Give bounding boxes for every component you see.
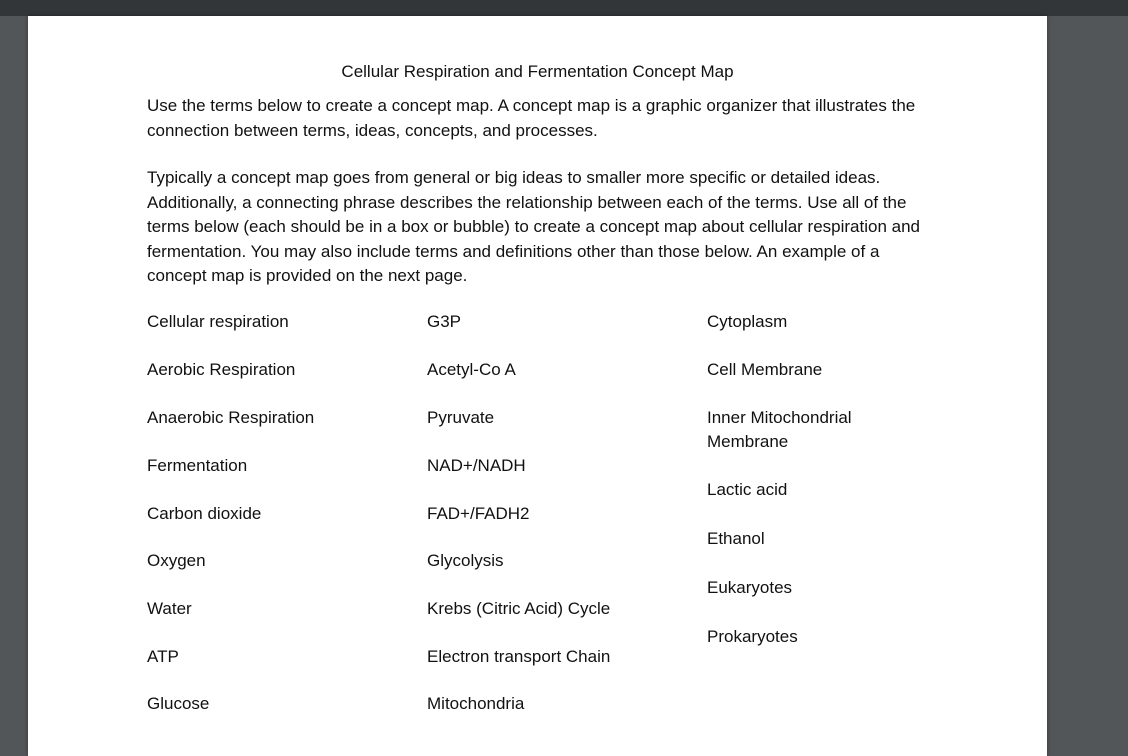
viewer-toolbar [0,0,1128,16]
term-mitochondria: Mitochondria [427,694,525,713]
intro-paragraph: Use the terms below to create a concept map. A concept map is a graphic organizer that illustrates the connection between terms, ideas, concepts, and processes. [147,96,916,140]
document-page [28,16,1047,756]
term-fermentation: Fermentation [147,456,248,475]
term-fad-fadh2: FAD+/FADH2 [427,504,530,523]
term-inner-mitochondrial-membrane-line2: Membrane [707,432,789,451]
term-inner-mitochondrial: Inner Mitochondrial [707,408,852,427]
term-glucose: Glucose [147,694,210,713]
page-title: Cellular Respiration and Fermentation Concept Map [341,62,734,81]
term-carbon-dioxide: Carbon dioxide [147,504,262,523]
term-acetyl-coa: Acetyl-Co A [427,360,516,379]
term-glycolysis: Glycolysis [427,551,504,570]
term-oxygen: Oxygen [147,551,206,570]
term-cytoplasm: Cytoplasm [707,312,788,331]
term-aerobic-respiration: Aerobic Respiration [147,360,296,379]
term-lactic-acid: Lactic acid [707,480,788,499]
term-atp: ATP [147,647,179,666]
term-electron-transport-chain: Electron transport Chain [427,647,611,666]
term-water: Water [147,599,192,618]
term-nad-nadh: NAD+/NADH [427,456,526,475]
term-cellular-respiration: Cellular respiration [147,312,289,331]
term-ethanol: Ethanol [707,529,765,548]
term-krebs-cycle: Krebs (Citric Acid) Cycle [427,599,611,618]
term-prokaryotes: Prokaryotes [707,627,798,646]
term-pyruvate: Pyruvate [427,408,495,427]
instructions-paragraph: Typically a concept map goes from general or big ideas to smaller more specific or detailed ideas. Additionally, a connecting phrase describes the relationship between each of the terms. Use all of the terms below (each should be in a box or bubble) to create a concept map about cellular respiration and fermentation. You may also include terms and definitions other than those below. An example of a concept map is provided on the next page. [147,168,921,285]
term-cell-membrane: Cell Membrane [707,360,823,379]
term-anaerobic-respiration: Anaerobic Respiration [147,408,315,427]
term-eukaryotes: Eukaryotes [707,578,793,597]
term-g3p: G3P [427,312,462,331]
